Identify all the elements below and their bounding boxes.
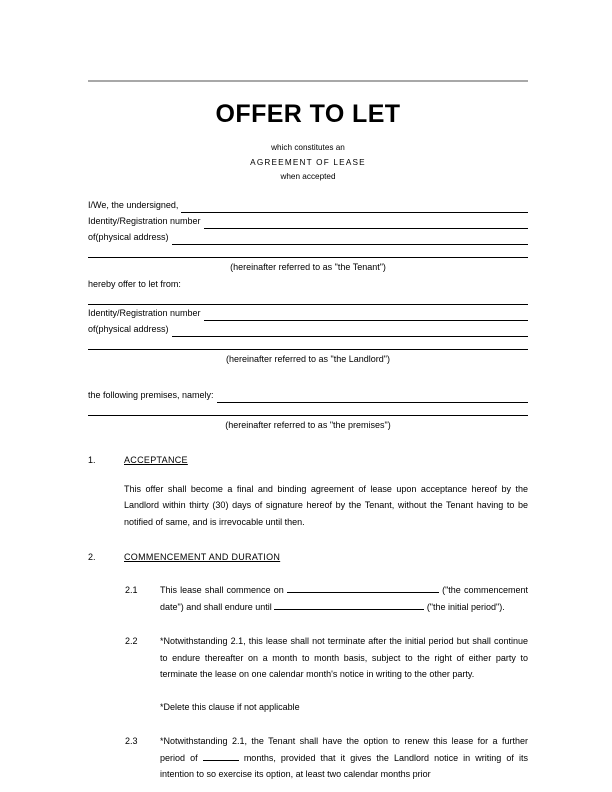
landlord-address-continuation-line[interactable] [88,349,528,350]
subclause-2-1-text-part-2: ("the commencement date") and shall endure until [160,585,528,612]
subclause-2-1 [88,582,528,615]
tenant-name-input-line[interactable] [181,200,528,213]
subclause-2-1-text-part-1: This lease shall commence on [160,585,284,595]
subclause-2-2-delete-note: *Delete this clause if not applicable [160,701,300,712]
page-title: OFFER TO LET [215,100,401,128]
landlord-identity-label: Identity/Registration number [88,307,201,318]
commencement-date-input-line[interactable] [287,582,439,593]
subclause-2-3-text-part-1: *Notwithstanding 2.1, the Tenant shall have the option to renew this lease for a further period of [160,736,528,763]
subtitle-block [88,141,528,185]
document-content [88,0,528,783]
subclause-2-3-number: 2.3 [125,736,138,746]
clause-2-heading: COMMENCEMENT AND DURATION [124,552,281,562]
landlord-address-row [88,321,528,337]
subclause-2-3-text-part-2: months, provided that it gives the Landlord notice in writing of its intention to so exercise its option, at least two calendar months prior [160,752,528,779]
subclause-2-2-body: *Notwithstanding 2.1, this lease shall not terminate after the initial period but shall continue to endure thereafter on a month to month basis, subject to the right of either party to terminate the lease on one calendar month's notice in writing to the other party. [160,636,528,679]
subtitle-line-2: AGREEMENT OF LEASE [250,157,366,167]
clause-1-number: 1. [88,454,96,465]
clause-acceptance [88,453,528,531]
tenant-hereinafter-note: (hereinafter referred to as "the Tenant") [230,261,386,272]
clause-1-body: This offer shall become a final and binding agreement of lease upon acceptance hereof by the Landlord within thirty (30) days of signature hereof by the Tenant, without the Tenant having to be notified of same, and is irrevocable until then. [124,483,528,527]
clause-2-number: 2. [88,552,96,562]
clause-1-heading: ACCEPTANCE [124,454,188,465]
endure-until-input-line[interactable] [274,599,424,610]
subclause-2-1-text-part-3: ("the initial period"). [426,601,505,612]
premises-fields-group [88,387,528,433]
landlord-address-input-line[interactable] [172,324,528,337]
tenant-name-row [88,197,528,213]
tenant-identity-label: Identity/Registration number [88,215,201,226]
tenant-identity-input-line[interactable] [204,216,528,229]
tenant-name-label: I/We, the undersigned, [88,199,179,210]
landlord-fields-group [88,304,528,367]
premises-row [88,387,528,403]
subclause-2-2-number: 2.2 [125,636,138,646]
premises-continuation-line[interactable] [88,415,528,416]
renewal-months-input-line[interactable] [203,750,239,761]
subtitle-line-1: which constitutes an [271,143,345,152]
tenant-address-continuation-line[interactable] [88,257,528,258]
header-divider-rule [88,80,528,82]
tenant-address-input-line[interactable] [172,232,528,245]
subtitle-line-3: when accepted [280,172,336,181]
tenant-address-row [88,229,528,245]
landlord-hereinafter-note: (hereinafter referred to as "the Landlord") [226,353,390,364]
subclause-2-2 [88,633,528,715]
subclause-2-3-body [160,733,528,783]
landlord-address-label: of(physical address) [88,323,169,334]
clause-commencement-and-duration [88,550,528,564]
landlord-identity-row [88,305,528,321]
premises-label: the following premises, namely: [88,389,214,400]
tenant-fields-group [88,197,528,292]
tenant-identity-row [88,213,528,229]
premises-hereinafter-note: (hereinafter referred to as "the premises") [225,419,391,430]
premises-input-line[interactable] [217,390,528,403]
offer-to-let-from-line: hereby offer to let from: [88,278,181,289]
tenant-address-label: of(physical address) [88,231,169,242]
landlord-identity-input-line[interactable] [204,308,528,321]
subclause-2-3 [88,733,528,783]
subclause-2-1-body [160,582,528,615]
subclause-2-1-number: 2.1 [125,585,138,595]
